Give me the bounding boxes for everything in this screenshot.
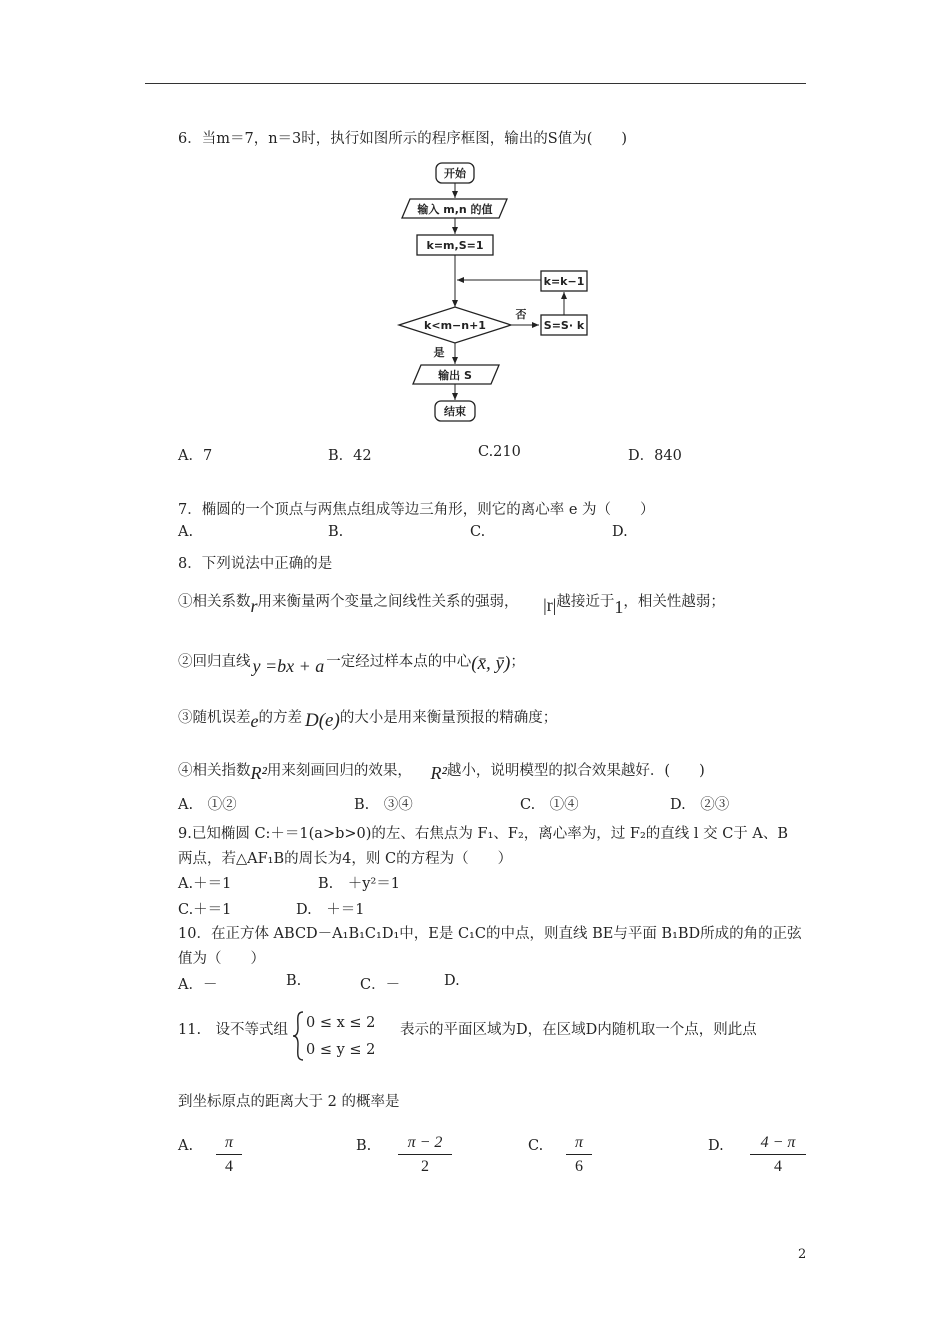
q7-option-b: B. <box>328 524 344 540</box>
s2-center: (x̄, ȳ) <box>471 653 511 674</box>
q11-option-c-label: C. <box>528 1138 544 1154</box>
q6-option-b: B．42 <box>328 448 372 464</box>
flow-cond: k<m−n+1 <box>424 319 486 332</box>
flow-output: 输出 S <box>438 369 472 382</box>
q8-option-a: A. ①② <box>178 797 237 813</box>
frac-a-num: π <box>224 1134 233 1151</box>
s1-b: 用来衡量两个变量之间线性关系的强弱， <box>257 594 519 610</box>
q10-option-a: A．－ <box>178 977 218 993</box>
q8-stem: 8．下列说法中正确的是 <box>178 556 333 572</box>
flowchart <box>395 160 595 428</box>
q7-stem: 7．椭圆的一个顶点与两焦点组成等边三角形，则它的离心率 e 为（ ） <box>178 502 655 518</box>
q11-ineq-1: 0 ≤ x ≤ 2 <box>306 1015 376 1031</box>
s3-b: 的方差 <box>258 710 302 726</box>
q9-option-b: B. ＋y²＝1 <box>318 876 400 892</box>
s1-a: ①相关系数 <box>178 594 251 610</box>
q11-option-a-frac <box>216 1134 242 1176</box>
q11-option-d-frac <box>750 1134 806 1176</box>
q9-line-1: 9.已知椭圆 C:＋＝1(a>b>0)的左、右焦点为 F₁、F₂，离心率为，过 F₂的直线 l 交 C于 A、B <box>178 826 789 842</box>
q10-option-c: C．－ <box>360 977 401 993</box>
frac-d-num: 4 − π <box>760 1134 796 1151</box>
q11-option-c-frac <box>566 1134 592 1176</box>
s1-one: 1 <box>614 597 624 617</box>
q11-suffix: 表示的平面区域为D，在区域D内随机取一个点，则此点 <box>400 1022 757 1038</box>
page-number: 2 <box>798 1247 807 1262</box>
q6-option-c: C.210 <box>478 444 521 460</box>
q10-option-b: B. <box>286 973 302 989</box>
flow-no: 否 <box>515 308 527 321</box>
q9-option-a: A.＋＝1 <box>178 876 232 892</box>
q9-option-c: C.＋＝1 <box>178 902 232 918</box>
q10-line-2: 值为（ ） <box>178 951 265 967</box>
q8-statement-1 <box>178 590 725 617</box>
s2-c: ； <box>510 654 525 670</box>
s1-r: r <box>250 596 258 616</box>
q10-line-1: 10．在正方体 ABCD－A₁B₁C₁D₁中，E是 C₁C的中点，则直线 BE与平面 B₁BD所成的角的正弦 <box>178 926 802 942</box>
q11-option-b-label: B. <box>356 1138 372 1154</box>
q10-option-d: D. <box>444 973 460 989</box>
q9-option-d: D. ＋＝1 <box>296 902 365 918</box>
flow-init: k=m,S=1 <box>426 239 484 252</box>
q11-option-d-label: D. <box>708 1138 724 1154</box>
flow-update-k: k=k−1 <box>543 275 585 288</box>
flow-start: 开始 <box>444 167 466 180</box>
s4-r2b: R² <box>430 763 447 783</box>
s2-a: ②回归直线 <box>178 654 251 670</box>
q9-line-2: 两点，若△AF₁B的周长为4，则 C的方程为（ ） <box>178 851 513 867</box>
s2-b: 一定经过样本点的中心 <box>326 654 472 670</box>
frac-a-den: 4 <box>225 1158 233 1175</box>
q8-option-b: B. ③④ <box>354 797 413 813</box>
q6-option-d: D．840 <box>628 448 682 464</box>
s1-c: 越接近于 <box>556 594 615 610</box>
frac-d-den: 4 <box>774 1158 782 1175</box>
s3-c: 的大小是用来衡量预报的精确度； <box>339 710 558 726</box>
q8-statement-2 <box>178 650 525 676</box>
s4-b: 用来刻画回归的效果， <box>266 763 412 779</box>
flow-input: 输入 m,n 的值 <box>417 203 493 216</box>
s1-d: ，相关性越弱； <box>623 594 725 610</box>
frac-c-num: π <box>574 1134 583 1151</box>
q6-stem: 6．当m＝7，n＝3时，执行如图所示的程序框图，输出的S值为( ) <box>178 131 628 147</box>
q7-option-d: D. <box>612 524 628 540</box>
q8-statement-4 <box>178 759 705 783</box>
s3-a: ③随机误差 <box>178 710 251 726</box>
q8-option-d: D. ②③ <box>670 797 730 813</box>
frac-b-num: π − 2 <box>407 1134 443 1151</box>
s3-de: D(e) <box>305 710 340 731</box>
q11-line-2: 到坐标原点的距离大于 2 的概率是 <box>178 1094 400 1110</box>
flow-yes: 是 <box>433 346 445 359</box>
frac-b-den: 2 <box>421 1158 429 1175</box>
q7-option-c: C. <box>470 524 486 540</box>
q11-brace <box>290 1010 306 1062</box>
q11-prefix: 11. 设不等式组 <box>178 1022 289 1038</box>
s4-r2: R² <box>250 763 267 783</box>
flow-update-s: S=S· k <box>543 319 585 332</box>
q11-option-b-frac <box>398 1134 452 1176</box>
q6-option-a: A．7 <box>178 448 213 464</box>
s4-a: ④相关指数 <box>178 763 251 779</box>
q8-option-c: C. ①④ <box>520 797 579 813</box>
frac-c-den: 6 <box>575 1158 583 1175</box>
s1-abs: |r| <box>543 595 557 615</box>
flow-end: 结束 <box>444 405 466 418</box>
header-rule <box>145 83 806 84</box>
s3-e: e <box>250 711 259 731</box>
s2-eq: y =bx + a <box>252 656 325 676</box>
q8-statement-3 <box>178 706 558 731</box>
q7-option-a: A. <box>178 524 194 540</box>
s4-c: 越小，说明模型的拟合效果越好．( ) <box>446 763 705 779</box>
q11-option-a-label: A. <box>178 1138 194 1154</box>
q11-ineq-2: 0 ≤ y ≤ 2 <box>306 1042 376 1058</box>
